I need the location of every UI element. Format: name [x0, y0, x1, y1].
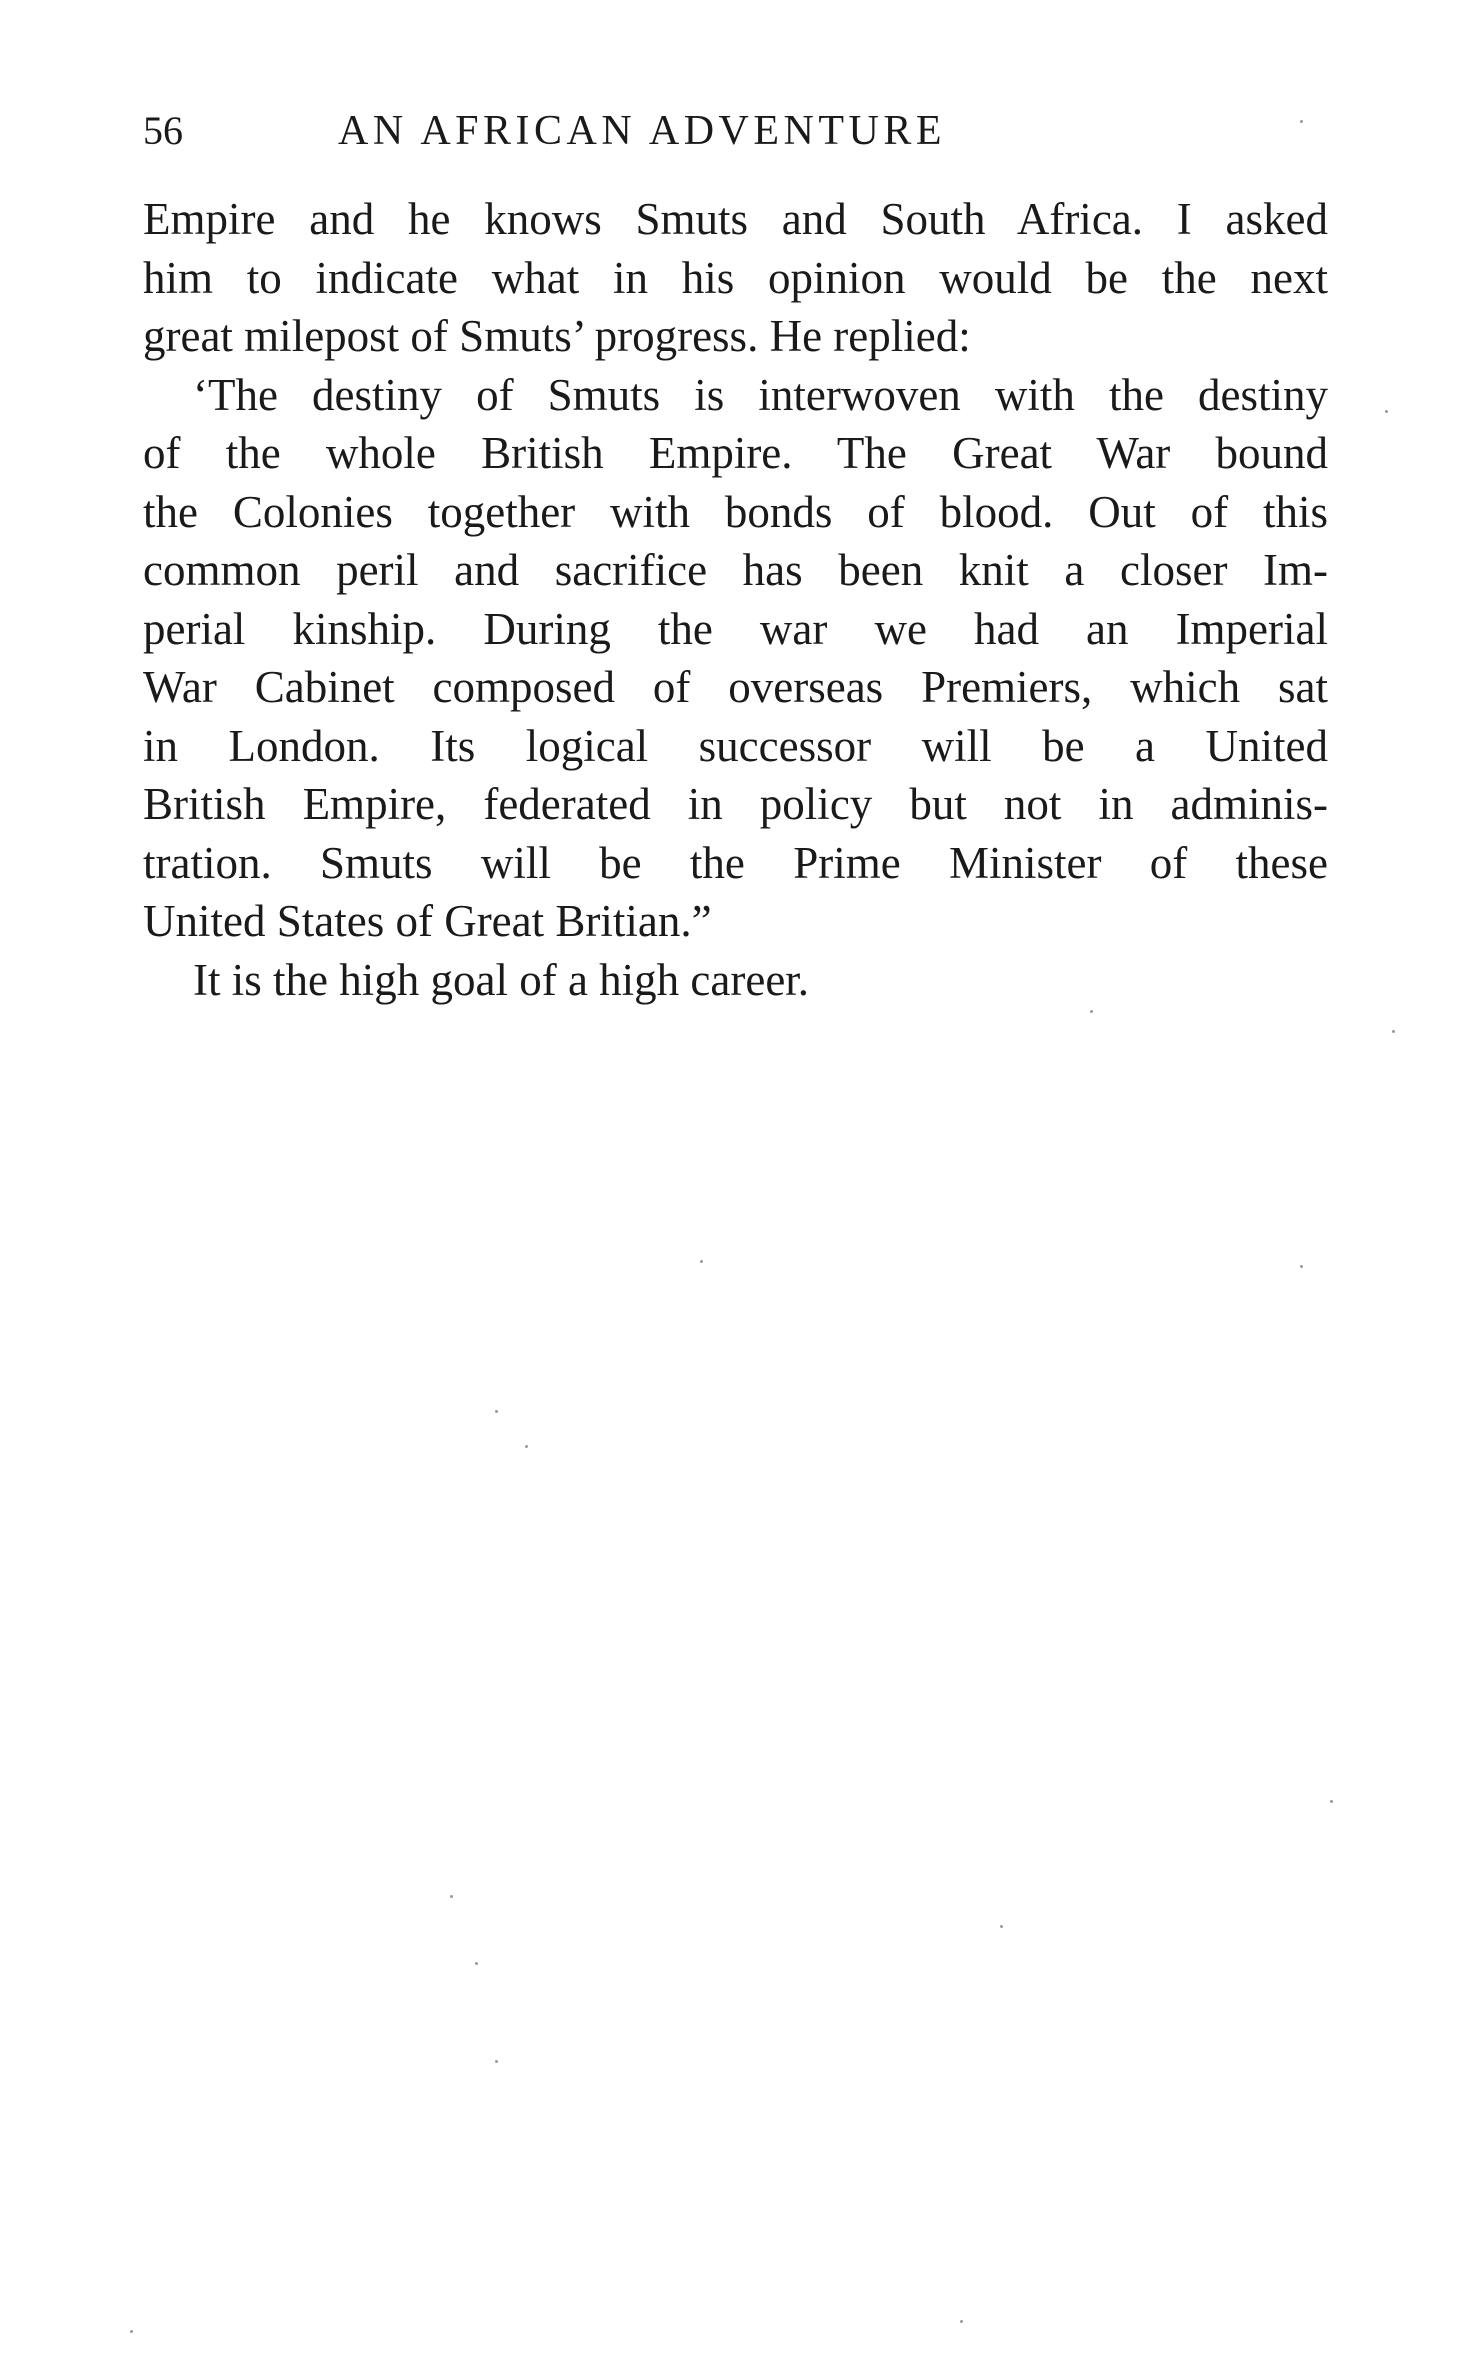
text-line: him to indicate what in his opinion would be the next	[143, 252, 1328, 303]
text-line: United States of Great Britian.”	[143, 896, 712, 946]
text-line: ‘The destiny of Smuts is interwoven with the destiny	[193, 369, 1328, 420]
scan-speck	[1300, 120, 1303, 123]
running-head	[143, 96, 1328, 166]
scan-speck	[1330, 1800, 1333, 1803]
text-line: tration. Smuts will be the Prime Minister of these	[143, 837, 1328, 888]
scan-speck	[1300, 1265, 1303, 1268]
page-number: 56	[143, 108, 183, 153]
scan-speck	[495, 1410, 498, 1413]
scan-speck	[450, 1895, 453, 1898]
scan-speck	[1000, 1925, 1003, 1928]
text-line: Empire and he knows Smuts and South Africa. I asked	[143, 194, 1328, 244]
text-line: the Colonies together with bonds of blood. Out of this	[143, 486, 1328, 537]
text-line: common peril and sacrifice has been knit a closer Im-	[143, 545, 1328, 595]
body-text	[143, 190, 1328, 1009]
scan-speck	[1090, 1010, 1093, 1013]
text-line: of the whole British Empire. The Great War bound	[143, 428, 1328, 478]
text-line: perial kinship. During the war we had an Imperial	[143, 603, 1328, 654]
scan-speck	[1385, 410, 1388, 413]
text-line: British Empire, federated in policy but not in adminis-	[143, 779, 1328, 829]
scan-speck	[475, 1962, 478, 1965]
text-line: War Cabinet composed of overseas Premiers, which sat	[143, 662, 1328, 712]
text-line: great milepost of Smuts’ progress. He replied:	[143, 311, 971, 361]
scan-speck	[700, 1260, 703, 1263]
scan-speck	[525, 1445, 528, 1448]
text-line: in London. Its logical successor will be a United	[143, 720, 1328, 771]
running-title: AN AFRICAN ADVENTURE	[338, 108, 947, 154]
scan-speck	[495, 2060, 498, 2063]
text-line: It is the high goal of a high career.	[193, 954, 810, 1005]
scan-speck	[130, 2330, 133, 2333]
scan-speck	[960, 2320, 963, 2323]
scan-speck	[1392, 1030, 1395, 1033]
